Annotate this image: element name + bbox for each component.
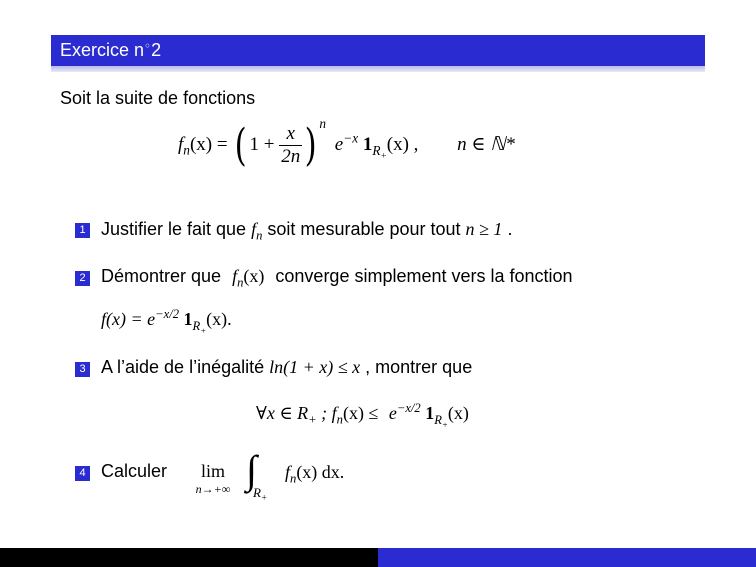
frame-title: Exercice n◦2 [60, 39, 162, 60]
item-3-badge: 3 [75, 362, 90, 377]
frame-title-shadow [51, 66, 705, 72]
footer-left-bar [0, 548, 378, 567]
item-3-text: A l’aide de l’inégalité ln(1 + x) ≤ x , montrer que [101, 357, 473, 377]
definition-formula: $f_n(x)$ = ( 1 + $\frac{x}{2n}$ ) $^n$ $e^{-x}$ $1_{R_+}(x)$ , n ∈ ℕ* [178, 115, 515, 171]
item-4-badge: 4 [75, 466, 90, 481]
item-4-text: Calculer [101, 461, 168, 481]
footer-right-bar [378, 548, 756, 567]
item-1-text: Justifier le fait que $f_n$ soit mesurable pour tout n ≥ 1 . [101, 219, 513, 243]
integral-sign: ∫ [246, 447, 257, 492]
item-2-badge: 2 [75, 271, 90, 286]
integral-domain: $R_+$ [253, 485, 268, 503]
item-4-integrand: $f_n(x)$ dx. [285, 462, 345, 486]
item-3-display-inequality: ∀x ∈ $R_+$ ; $f_n(x) \le e^{-x/2}$ $1_{R_+}(x)$ [256, 401, 469, 430]
item-2-limit-function: $f(x) = e^{-x/2}$ $1_{R_+}(x)$. [101, 307, 232, 336]
item-1-badge: 1 [75, 223, 90, 238]
item-2-text: Démontrer que $f_n(x)$ converge simplement vers la fonction [101, 266, 573, 290]
intro-text: Soit la suite de fonctions [60, 88, 256, 108]
item-4-limit: lim n→+∞ [195, 461, 231, 496]
